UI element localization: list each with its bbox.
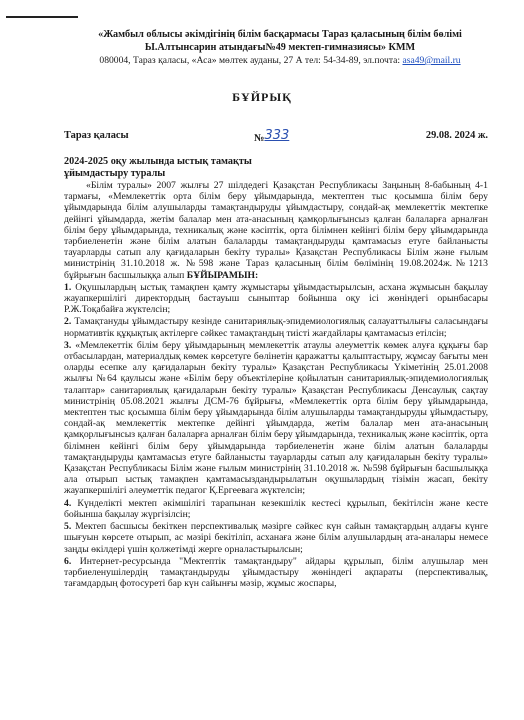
corner-scan-mark (6, 16, 78, 18)
decree-word: БҰЙЫРАМЫН: (186, 269, 259, 281)
order-item-4 (64, 498, 488, 520)
item-6-number: 6. (64, 555, 72, 567)
item-3-text: «Мемлекеттік білім беру ұйымдарының мемлекеттік атаулы әлеуметтік көмек алуға құқығы бар отбасылардан, материалдық көмек көрсетуге бөлінетін қаражатты қалыптастыру, жұмсау бағыты мен оларды есепке алу қағидаларын бекіту туралы» Қазақстан Республикасы Үкіметінің 25.01.2008 жылғы №64 қаулысы және «Білім беру объектілеріне қойылатын санитариялық-эпидемиологиялық талаптар» санитариялық қағидаларын бекіту туралы» Қазақстан Республикасы Денсаулық сақтау министрінің 05.08.2021 жылғы ДСМ-76 бұйрығы, «Мемлекеттік орта білім беру ұйымдарында, мектептен тыс қосымша білім беру ұйымдарында білім алушыларды тамақтандыруды ұйымдастыру, сондай-ақ мемлекеттік мектепке дейінгі ұйымдарда, жетім балалар мен ата-анасының қамқорлығынсыз қалған балаларға арналған білім беру ұйымдарында, техникалық және кәсіптік, орта білімнен кейінгі білім беру ұйымдарында тәрбиеленетін және білім алатын балаларды тамақтандыруды қамтамасыз етуге байланысты тауарларды сатып алу қағидаларын бекіту туралы» Қазақстан Республикасы Білім және ғылым министрінің 31.10.2018 ж. №598 бұйрығын басшылыққа ала отырып ыстық тамақпен қамтамасыздандырылатын оқушылардың тізімін жасап, бекіту жауапкершілігі әлеуметтік педагог Қ.Ергеевага жүктелсін; (64, 339, 488, 497)
item-3-number: 3. (64, 339, 72, 351)
item-2-text: Тамақтануды ұйымдастыру кезінде санитариялық-эпидемиологиялық салауаттылығы саласындағы нормативтік құқықтық актілерге сәйкес тамақтандың тиісті жағдайлары қамтамасыз етілсін; (64, 316, 488, 339)
item-4-number: 4. (64, 497, 72, 509)
header-line-1: «Жамбыл облысы әкімдігінің білім басқармасы Тараз қаласының білім бөлімі (98, 29, 462, 40)
header-address (60, 54, 500, 67)
preamble-paragraph (64, 180, 488, 281)
order-item-2 (64, 316, 488, 338)
number-prefix: № (254, 133, 265, 144)
order-date: 29.08. 2024 ж. (425, 130, 488, 141)
subject-line-1: 2024-2025 оқу жылында ыстық тамақты (64, 156, 252, 167)
order-item-5 (64, 521, 488, 555)
city-label: Тараз қаласы (64, 130, 129, 141)
header-line-2: Ы.Алтынсарин атындағы№49 мектеп-гимназиясы» КММ (144, 42, 416, 53)
order-subject (64, 156, 252, 180)
preamble-text: «Білім туралы» 2007 жылғы 27 шілдедегі Қазақстан Республикасы Заңының 8-бабының 4-1 тармағы, «Мемлекеттік орта білім беру ұйымдарында, мектептен тыс қосымша білім беру ұйымдарында білім алушыларды тамақтандыруды ұйымдастыру, сондай-ақ мемлекеттік мектепке дейінгі ұйымдарда, жетім балалар мен ата-анасының қамқорлығынсыз қалған балаларға арналған білім беру ұйымдарында, техникалық және кәсіптік, орта білімнен кейінгі білім беру ұйымдарында тәрбиеленетін және білім алатын балаларды тамақтандыруды қамтамасыз етуге байланысты тауарларды сатып алу қағидаларын бекіту туралы» Қазақстан Республикасы Білім және ғылым министрінің 31.10.2018 ж. №598 және Тараз қаласының білім бөлімінің 19.08.2024ж.№1213 бұйрығын басшылыққа алып (64, 180, 488, 281)
item-1-text: Оқушылардың ыстық тамақпен қамту жұмыстары ұйымдастырылсын, асхана жұмысын бақылау жауапкершілігі директордың бастауыш сыныптар бойынша оқу ісі жөніндегі орынбасары Р.Ж.Тоқабайға жүктелсін; (64, 281, 488, 316)
order-body (64, 180, 488, 589)
item-4-text: Күнделікті мектеп әкімшілігі тарапынан кезекшілік кестесі құрылып, бекітілсін және кесте бойынша бақылау жүргізілсін; (64, 497, 488, 520)
subject-line-2: ұйымдастыру туралы (64, 168, 166, 179)
organization-header (60, 28, 500, 67)
order-item-6 (64, 556, 488, 590)
item-1-number: 1. (64, 281, 72, 293)
document-meta-row (64, 130, 488, 144)
item-6-text: Интернет-ресурсында "Мектептік тамақтандыру" айдары құрылып, білім алушылар мен тәрбиеленушілердің тамақтандыруды ұйымдастыру жөніндегі ақпараты (перспективалық, тағамдардың фотосуреті бар күн сайынғы мәзір, жұмыс жоспары, (64, 555, 488, 590)
address-text: 080004, Тараз қаласы, «Аса» мөлтек ауданы, 27 А тел: 54-34-89, эл.почта: (99, 55, 403, 66)
handwritten-number: 333 (264, 128, 290, 143)
email-link[interactable]: asa49@mail.ru (402, 55, 461, 66)
order-item-1 (64, 282, 488, 316)
order-item-3 (64, 340, 488, 497)
item-5-text: Мектеп басшысы бекіткен перспективалық мәзірге сәйкес күн сайын тамақтардың алдағы күнге шығуын көрсете отырып, ас мәзірі бекітіліп, асханаға және білім алушылардың ата-аналары немесе заңды өкілдері үшін қолжетімді жерге орналастырылсын; (64, 521, 488, 555)
item-5-number: 5. (64, 521, 72, 533)
order-number (254, 130, 289, 145)
item-2-number: 2. (64, 316, 72, 328)
document-title: БҰЙРЫҚ (232, 90, 292, 104)
